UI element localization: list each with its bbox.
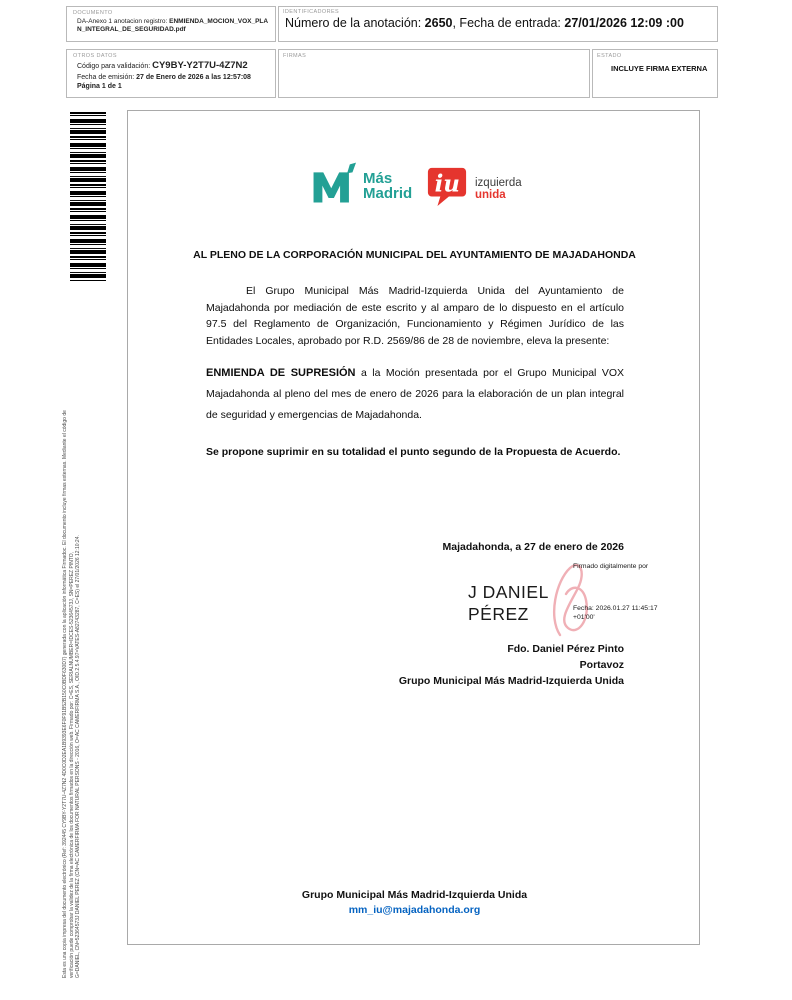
codigo-valor: CY9BY-Y2T7U-4Z7N2 [152,60,248,71]
digital-signature-block [448,561,678,651]
register-box-identificadores [278,6,718,42]
signoff-role: Portavoz [579,659,624,671]
mas-madrid-logo [310,161,412,210]
izquierda-unida-wordmark [475,177,522,201]
estado-valor: INCLUYE FIRMA EXTERNA [611,64,708,73]
sidebar-line: verificación puede comprobar la validez de la firma electrónica de los documentos firmados en la dirección web. Firmado por: C=ES, SERIALNUMBER=IDCES-52364573J, SN=PEREZ PINTO, [68,551,75,978]
place-date-line: Majadahonda, a 27 de enero de 2026 [442,541,624,553]
svg-text:iu: iu [434,170,460,198]
digitally-signed-label: Firmado digitalmente por [573,563,649,570]
enmienda-body: a la Moción presentada por el Grupo Municipal VOX Majadahonda al pleno del mes de enero de 2026 para la elaboración de un plan integral de seguridad y emergencias de Majadahonda. [206,367,624,421]
fecha-entrada-label: , Fecha de entrada: [452,16,565,30]
logos-row [128,159,701,221]
signature-timestamp: Fecha: 2026.01.27 11:45:17 +01'00' [573,605,658,621]
mas-madrid-m-icon [310,161,356,210]
paragraph-introduction: El Grupo Municipal Más Madrid-Izquierda Unida del Ayuntamiento de Majadahonda por mediación de este escrito y al amparo de lo dispuesto en el artículo 97.5 del Reglamento de Organización, Funcionamiento y Régimen Jurídico de las Entidades Locales, aprobado por R.D. 2569/86 de 28 de noviembre, eleva la presente: [206,285,624,347]
mas-madrid-word-2: Madrid [363,184,413,202]
fecha-entrada-valor: 27/01/2026 12:09 :00 [564,16,684,30]
unida-word: unida [475,188,506,201]
documento-prefix: DA-Anexo 1 anotacion registro: [77,18,170,25]
emision-label: Fecha de emisión: [77,74,137,81]
pagina-valor: Página 1 de 1 [77,83,122,90]
enmienda-heading: ENMIENDA DE SUPRESIÓN [206,367,356,379]
signature-flourish-icon [546,561,598,644]
sidebar-line: G=DANIEL, CN=52364573J DANIEL PEREZ (CN=AC CAMERFIRMA FOR NATURAL PERSONS - 2016, O=AC CAMERFIRMA S.A., OID.2.5.4.97=VATES-A82743287, C=ES) el 27/01/2026 12:10:24. [75,535,81,978]
document-page [127,110,700,945]
signer-name-line-2: PÉREZ [468,604,529,624]
verification-barcode [70,112,106,281]
firmas-label: FIRMAS [283,53,307,59]
codigo-validacion-line [67,60,275,73]
anotacion-label: Número de la anotación: [285,16,425,30]
documento-filename-line [67,17,275,34]
mas-madrid-word-1: Más [363,169,393,187]
fecha-emision-line [67,73,275,82]
footer-email-link[interactable]: mm_iu@majadahonda.org [348,904,481,916]
mas-madrid-wordmark [363,171,412,201]
documento-label: DOCUMENTO [73,10,113,16]
otros-datos-label: OTROS DATOS [73,53,117,59]
pagina-line [67,82,275,91]
codigo-label: Código para validación: [77,63,153,70]
signoff-group: Grupo Municipal Más Madrid-Izquierda Unida [398,675,624,687]
sidebar-line: Esta es una copia impresa del documento electrónico (Ref: 392445 CY9BY-Y2T7U-4Z7N2 4D0C0D2EA1B9393E6F0F91B52B150C0BDF630D7) generada con la aplicación informática Firmadoc. El documento incluye firmas externas. Mediante el código de [62,410,68,978]
estado-label: ESTADO [597,53,622,59]
izquierda-word: izquierda [475,176,522,189]
verification-sidebar-text [62,288,84,978]
footer-group-name: Grupo Municipal Más Madrid-Izquierda Unida [301,889,528,901]
register-box-firmas [278,49,590,98]
paragraph-propuesta: Se propone suprimir en su totalidad el punto segundo de la Propuesta de Acuerdo. [206,446,621,458]
register-box-documento [66,6,276,42]
signer-name [468,581,549,625]
paragraph-enmienda [206,363,624,426]
anotacion-numero: 2650 [424,16,453,30]
izquierda-unida-iu-icon [426,165,468,212]
identificadores-label: IDENTIFICADORES [283,9,340,15]
footer-email-line [168,904,661,916]
register-box-estado [592,49,718,98]
identificadores-line [279,16,691,30]
signoff-name: Fdo. Daniel Pérez Pinto [507,643,624,655]
emision-valor: 27 de Enero de 2026 a las 12:57:08 [136,74,251,81]
izquierda-unida-logo [426,165,522,212]
documento-filename: ENMIENDA_MOCION_VOX_PLAN_INTEGRAL_DE_SEGURIDAD.pdf [77,18,269,33]
signer-name-line-1: J DANIEL [468,582,549,602]
document-title: AL PLENO DE LA CORPORACIÓN MUNICIPAL DEL AYUNTAMIENTO DE MAJADAHONDA [193,249,636,261]
register-box-otros-datos [66,49,276,98]
